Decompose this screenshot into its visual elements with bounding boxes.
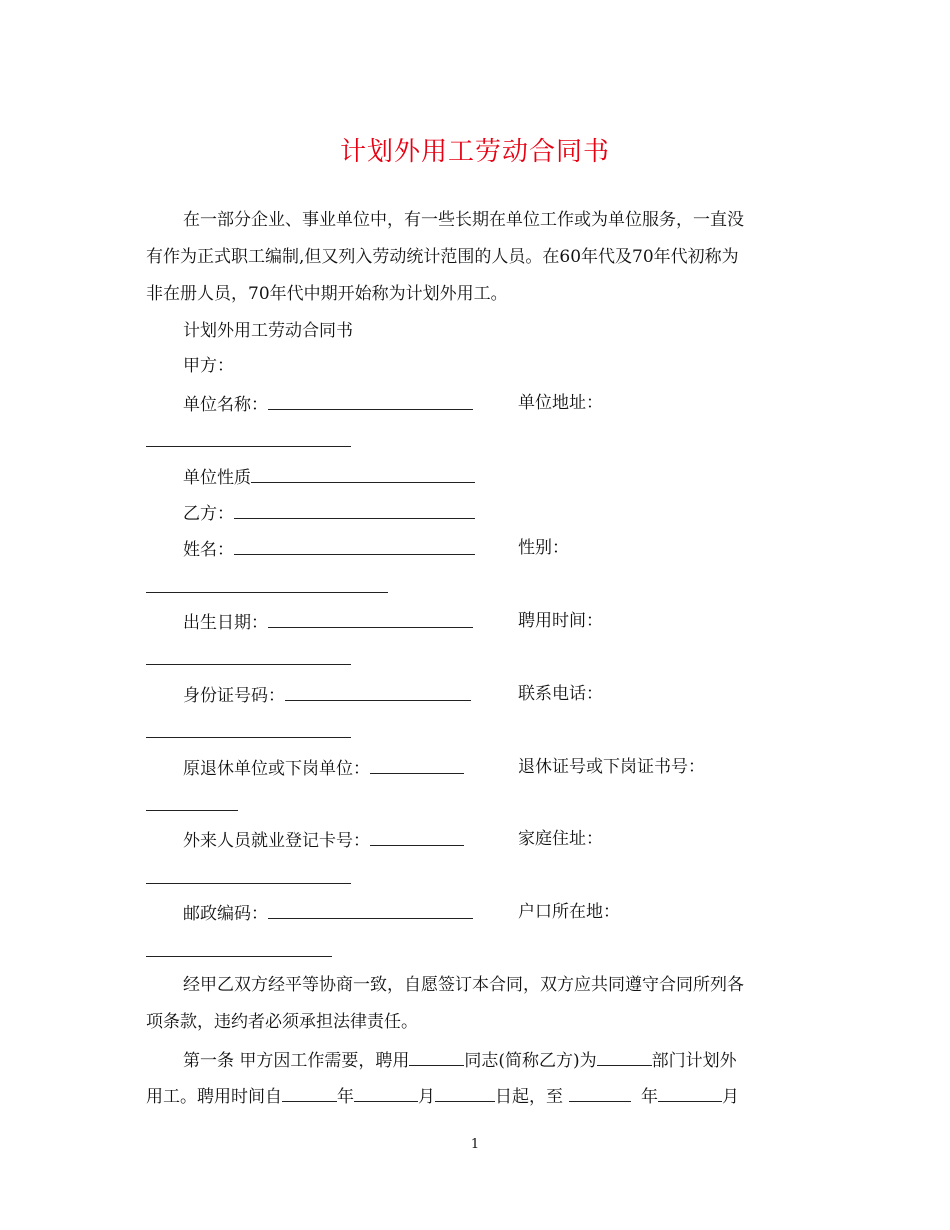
- year-label: 年: [337, 1087, 354, 1107]
- intro-line-2: 有作为正式职工编制,但又列入劳动统计范围的人员。在60年代及70年代初称为: [146, 247, 739, 267]
- retire-cert-blank: [146, 810, 238, 811]
- page-number: 1: [470, 1137, 480, 1152]
- article-1-line-1: [183, 1049, 737, 1071]
- end-year-blank: [569, 1085, 631, 1102]
- start-year-blank: [282, 1085, 337, 1102]
- party-b-blank: [234, 502, 475, 519]
- name-label: 姓名：: [183, 540, 234, 560]
- unit-nature-label: 单位性质: [183, 468, 251, 488]
- end-year-label: 年: [641, 1087, 658, 1107]
- phone-blank: [146, 737, 351, 738]
- article-1-text-b: 同志(简称乙方)为: [464, 1051, 597, 1071]
- party-b-label: 乙方：: [183, 504, 234, 524]
- unit-name-field: [183, 393, 473, 415]
- hire-person-blank: [409, 1049, 464, 1066]
- home-address-label: 家庭住址：: [518, 829, 603, 849]
- birth-date-field: [183, 611, 473, 633]
- id-number-field: [183, 684, 471, 706]
- birth-date-blank: [268, 611, 473, 628]
- hire-time-blank: [146, 664, 351, 665]
- article-1-text-e: 日起，至: [495, 1087, 563, 1107]
- agreement-line-1: 经甲乙双方经平等协商一致，自愿签订本合同，双方应共同遵守合同所列各: [183, 975, 744, 995]
- migrant-card-label: 外来人员就业登记卡号：: [183, 831, 370, 851]
- document-title: 计划外用工劳动合同书: [339, 137, 610, 167]
- retire-cert-label: 退休证号或下岗证书号：: [518, 757, 705, 777]
- name-blank: [234, 538, 475, 555]
- unit-nature-field: [183, 466, 475, 488]
- subtitle: 计划外用工劳动合同书: [183, 321, 353, 341]
- month-label: 月: [418, 1087, 435, 1107]
- hukou-label: 户口所在地：: [518, 902, 620, 922]
- unit-name-blank: [268, 393, 473, 410]
- former-unit-label: 原退休单位或下岗单位：: [183, 759, 370, 779]
- phone-label: 联系电话：: [518, 684, 603, 704]
- article-1-text-a: 第一条 甲方因工作需要，聘用: [183, 1051, 410, 1071]
- party-b-field: [183, 502, 475, 524]
- birth-date-label: 出生日期：: [183, 613, 268, 633]
- former-unit-blank: [370, 757, 464, 774]
- migrant-card-field: [183, 829, 464, 851]
- party-a-label: 甲方：: [183, 356, 234, 376]
- home-address-blank: [146, 883, 351, 884]
- postcode-field: [183, 902, 473, 924]
- id-number-blank: [285, 684, 471, 701]
- end-month-blank: [658, 1085, 722, 1102]
- unit-address-blank: [146, 446, 351, 447]
- intro-line-3: 非在册人员，70年代中期开始称为计划外用工。: [146, 284, 508, 304]
- id-number-label: 身份证号码：: [183, 686, 285, 706]
- start-day-blank: [435, 1085, 495, 1102]
- gender-blank: [146, 592, 388, 593]
- hukou-blank: [146, 956, 332, 957]
- intro-line-1: 在一部分企业、事业单位中，有一些长期在单位工作或为单位服务，一直没: [183, 210, 744, 230]
- postcode-blank: [268, 902, 473, 919]
- unit-nature-blank: [251, 466, 475, 483]
- unit-address-label: 单位地址：: [518, 393, 603, 413]
- name-field: [183, 538, 475, 560]
- gender-label: 性别：: [518, 538, 569, 558]
- end-month-label: 月: [722, 1087, 739, 1107]
- article-1-line-2: [146, 1085, 739, 1107]
- article-1-text-c: 部门计划外: [651, 1051, 737, 1071]
- start-month-blank: [354, 1085, 418, 1102]
- former-unit-field: [183, 757, 464, 779]
- hire-time-label: 聘用时间：: [518, 611, 603, 631]
- article-1-text-d: 用工。聘用时间自: [146, 1087, 282, 1107]
- department-blank: [597, 1049, 652, 1066]
- postcode-label: 邮政编码：: [183, 904, 268, 924]
- unit-name-label: 单位名称：: [183, 395, 268, 415]
- agreement-line-2: 项条款，违约者必须承担法律责任。: [146, 1012, 418, 1032]
- migrant-card-blank: [370, 829, 464, 846]
